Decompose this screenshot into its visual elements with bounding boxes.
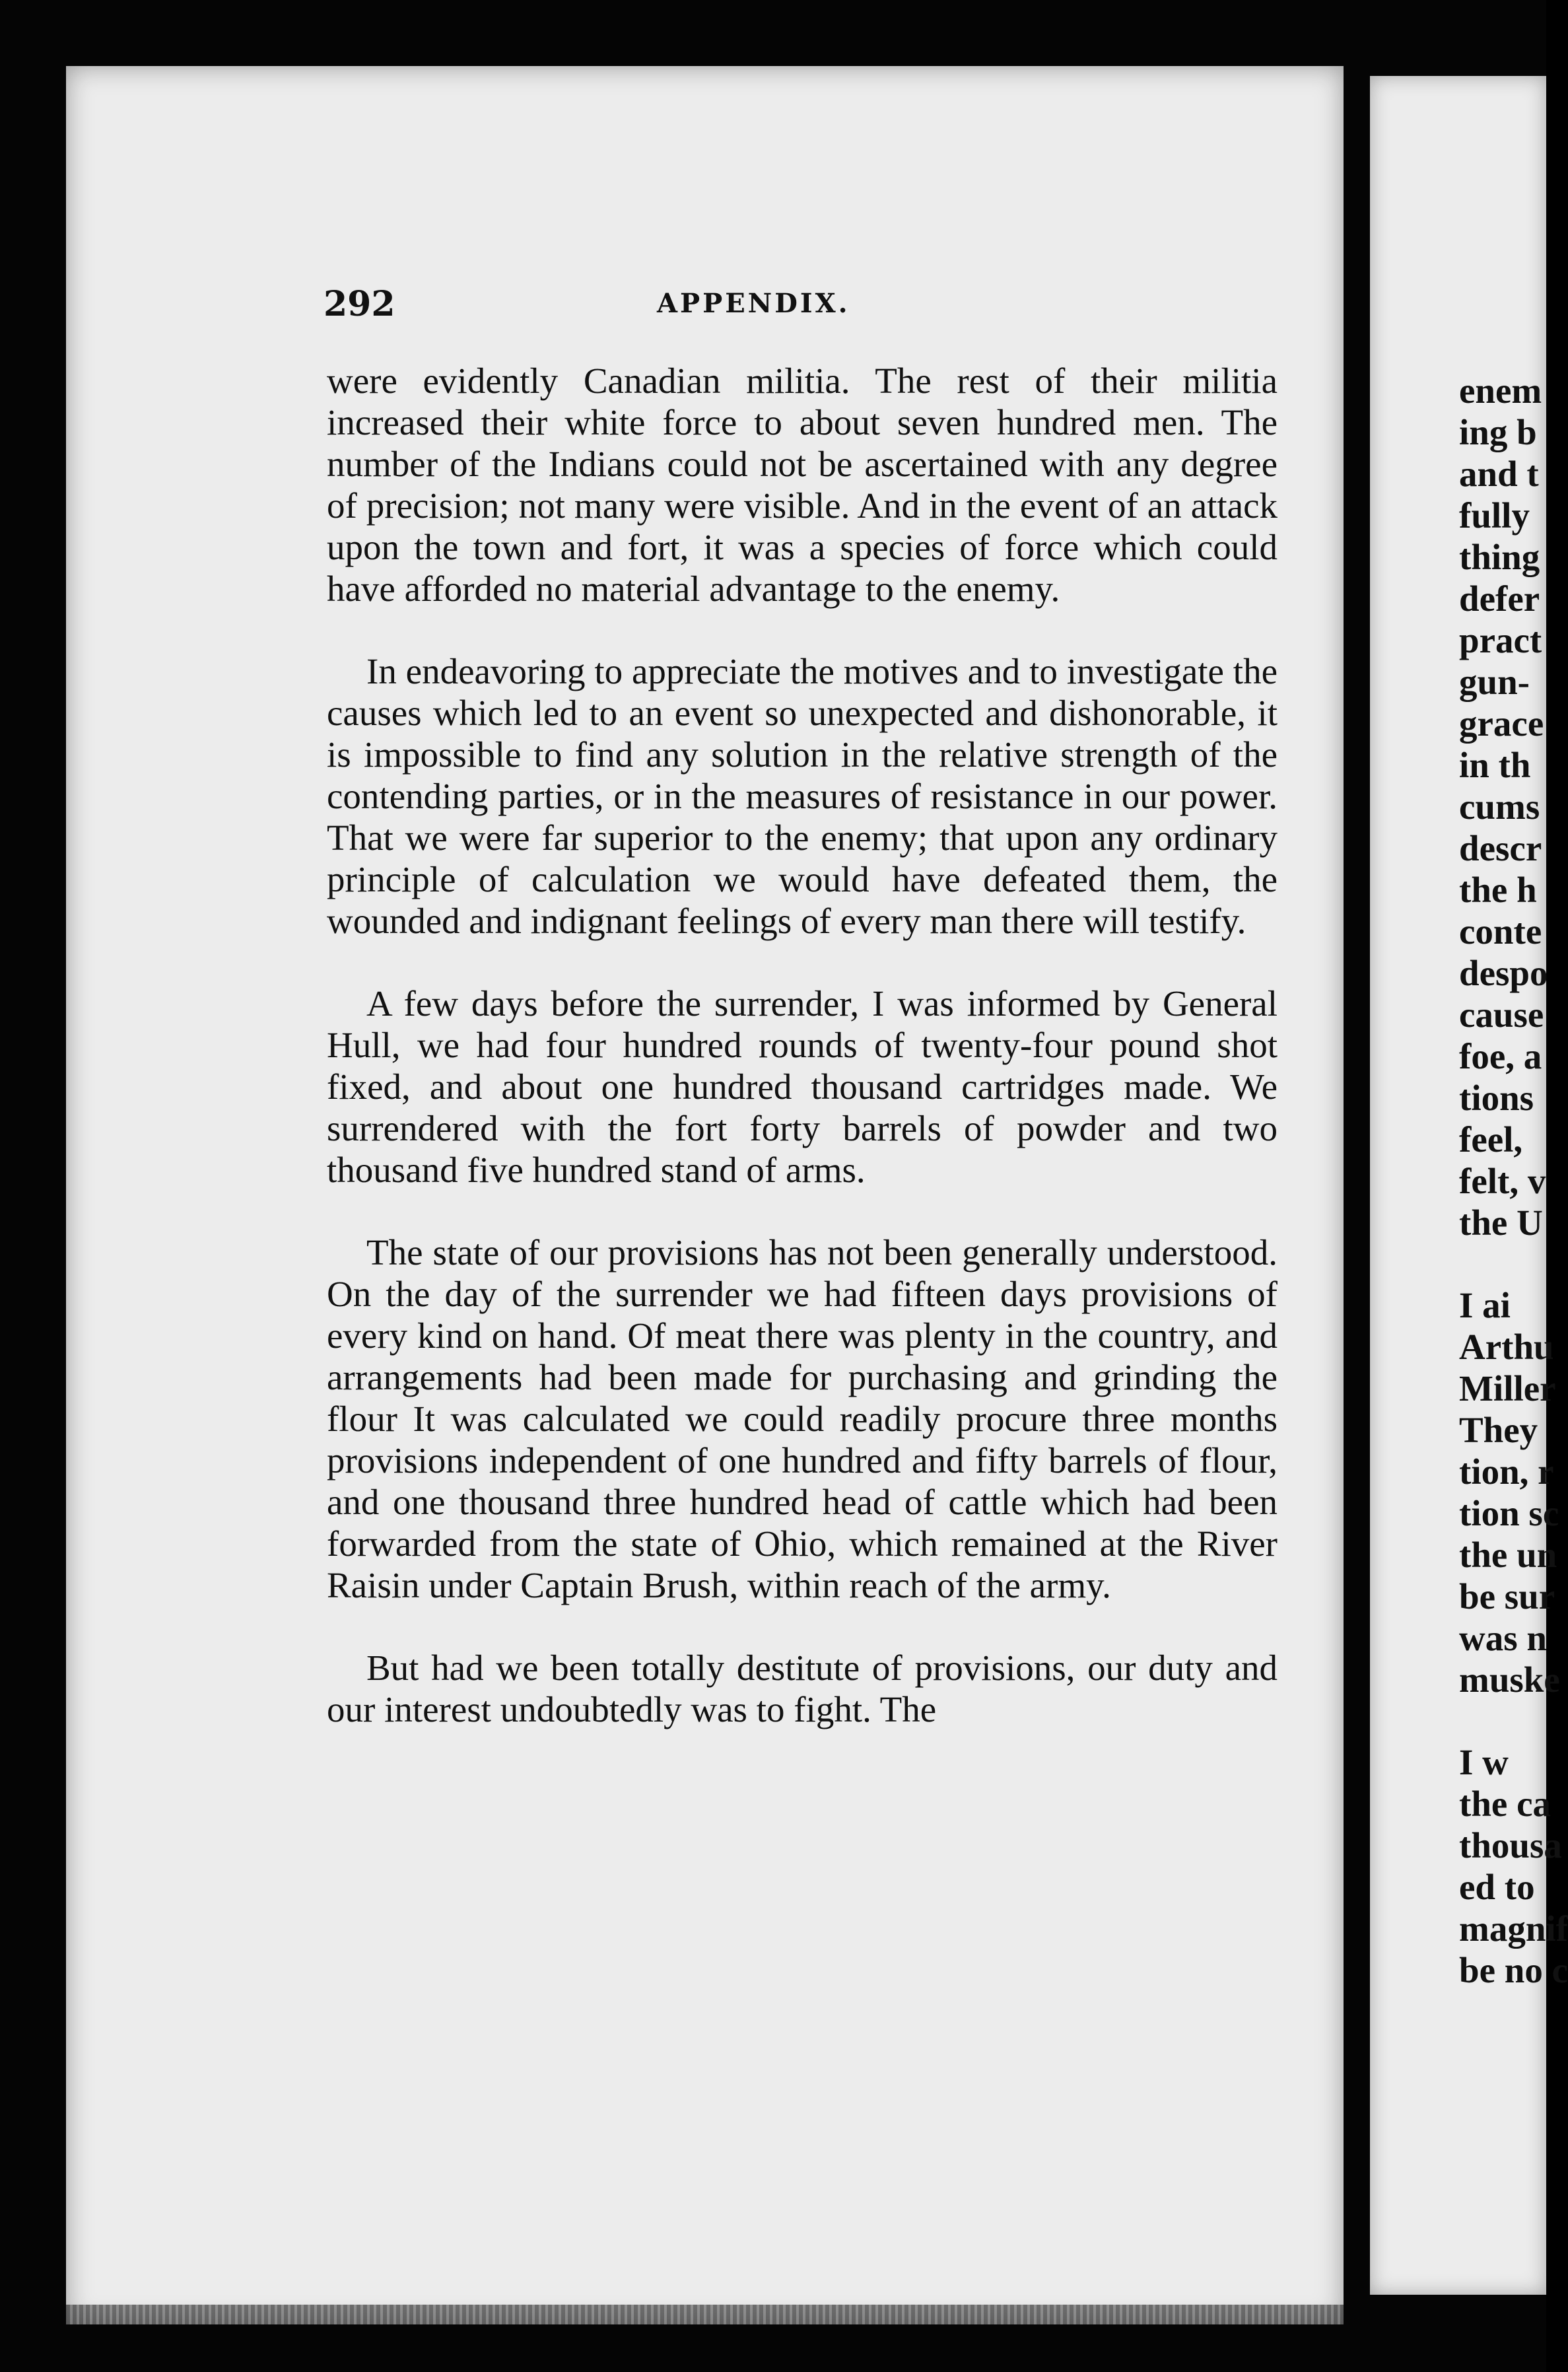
right-page-text-fragments bbox=[1459, 370, 1568, 1991]
right-page-fragment: be sur bbox=[1459, 1576, 1555, 1617]
page-header bbox=[324, 284, 1281, 337]
right-page-fragment: the h bbox=[1459, 870, 1537, 910]
right-page-fragment: fully bbox=[1459, 495, 1530, 536]
right-page-fragment: ed to bbox=[1459, 1867, 1535, 1907]
right-page-fragment: They bbox=[1459, 1410, 1538, 1450]
fragment-gap bbox=[1459, 1243, 1546, 1284]
right-page-fragment: pract bbox=[1459, 620, 1542, 660]
right-page-fragment: feel, bbox=[1459, 1119, 1523, 1160]
right-page-fragment: I w bbox=[1459, 1742, 1509, 1782]
right-page-fragment: defer bbox=[1459, 578, 1540, 619]
paragraph: But had we been totally destitute of provisions, our duty and our interest undoubtedly was to fight. The bbox=[327, 1648, 1278, 1729]
paragraph: were evidently Canadian militia. The rest of their militia increased their white force to about seven hundred men. The number of the Indians could not be ascertained with any degree of precision; not many were visible. And in the event of an attack upon the town and fort, it was a species of force which could have afforded no material advantage to the enemy. bbox=[327, 361, 1278, 609]
right-page-fragment: Miller bbox=[1459, 1368, 1556, 1409]
right-page-fragment: tions bbox=[1459, 1078, 1534, 1118]
right-page-fragment: and t bbox=[1459, 454, 1539, 494]
body-text bbox=[327, 360, 1278, 1771]
right-page-fragment: foe, a bbox=[1459, 1036, 1542, 1076]
right-page-fragment: cums bbox=[1459, 786, 1540, 827]
right-page-fragment: enem bbox=[1459, 370, 1542, 411]
running-head: APPENDIX. bbox=[657, 288, 850, 319]
right-page-fragment: thing bbox=[1459, 537, 1540, 577]
right-page-fragment: Arthu bbox=[1459, 1327, 1554, 1367]
page-bottom-edge bbox=[66, 2305, 1344, 2324]
paragraph: In endeavoring to appreciate the motives and to investigate the causes which led to an event so unexpected and dishonorable, it is impossible to find any solution in the relative strength of the contending parties, or in the measures of resistance in our power. That we were far superior to the enemy; that upon any ordinary principle of calculation we would have defeated them, the wounded and indignant feelings of every man there will testify. bbox=[327, 651, 1278, 941]
page-number: 292 bbox=[324, 284, 395, 324]
right-page-fragment: despo bbox=[1459, 953, 1548, 993]
right-page-fragment: grace bbox=[1459, 703, 1544, 744]
right-page-fragment: be no c bbox=[1459, 1950, 1568, 1990]
right-page-fragment: descr bbox=[1459, 828, 1542, 868]
fragment-gap bbox=[1459, 1700, 1546, 1741]
right-page-fragment: tion sc bbox=[1459, 1493, 1559, 1533]
paragraph: A few days before the surrender, I was informed by General Hull, we had four hundred rounds of twenty-four pound shot fixed, and about one hundred thousand cartridges made. We surrendered with the fort forty barrels of powder and two thousand five hundred stand of arms. bbox=[327, 983, 1278, 1190]
right-page-fragment: the un bbox=[1459, 1535, 1557, 1575]
paragraph: The state of our provisions has not been generally understood. On the day of the surrender we had fifteen days provisions of every kind on hand. Of meat there was plenty in the country, and arrangements had been made for purchasing and grinding the flour It was calculated we could readily procure three months provisions independent of one hundred and fifty barrels of flour, and one thousand three hundred head of cattle which had been forwarded from the state of Ohio, which remained at the River Raisin under Captain Brush, within reach of the army. bbox=[327, 1232, 1278, 1605]
right-page-fragment: magnif bbox=[1459, 1908, 1568, 1949]
right-page-fragment: felt, v bbox=[1459, 1161, 1546, 1201]
right-page-fragment: muske bbox=[1459, 1659, 1560, 1700]
right-page-fragment: was n bbox=[1459, 1618, 1547, 1658]
right-page-fragment: cause bbox=[1459, 994, 1544, 1035]
right-page-fragment: in th bbox=[1459, 745, 1531, 785]
right-page-fragment: tion, r bbox=[1459, 1451, 1554, 1492]
right-page-fragment: the ca bbox=[1459, 1784, 1551, 1824]
right-page-fragment: thousa bbox=[1459, 1825, 1562, 1866]
right-page-fragment: gun- bbox=[1459, 662, 1530, 702]
right-page-fragment: the U bbox=[1459, 1203, 1543, 1243]
right-page-fragment: I ai bbox=[1459, 1285, 1511, 1325]
right-page-fragment: conte bbox=[1459, 911, 1542, 952]
right-page-fragment: ing b bbox=[1459, 412, 1537, 452]
